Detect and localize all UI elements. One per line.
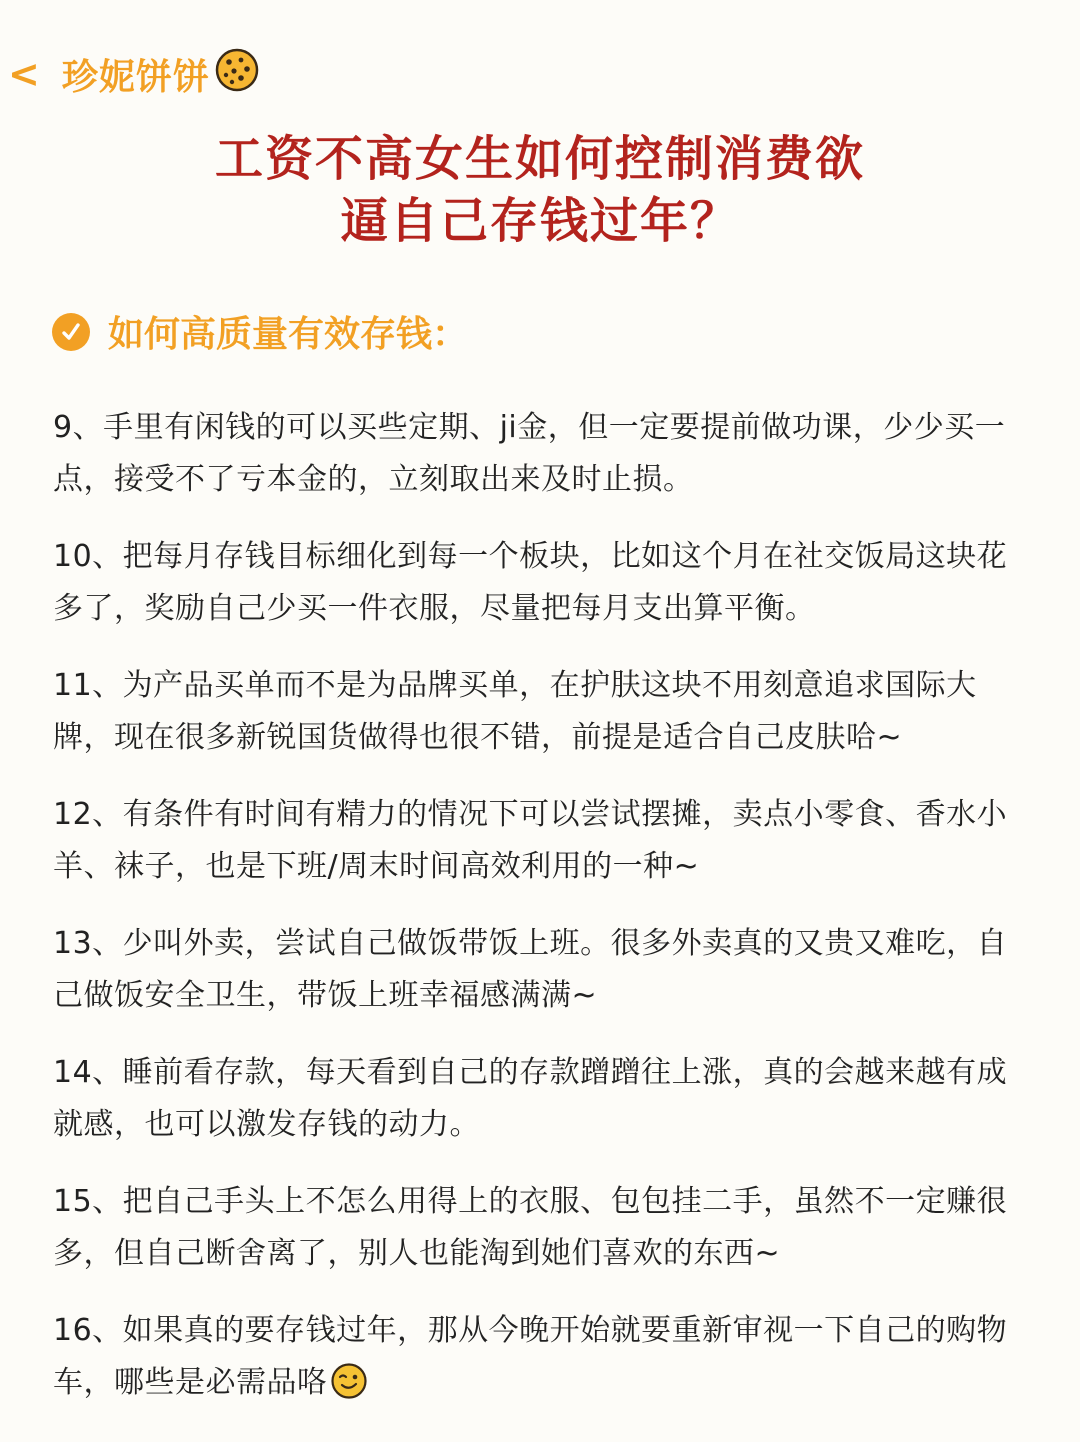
list-item-text: 16、如果真的要存钱过年，那从今晚开始就要重新审视一下自己的购物车，哪些是必需品咯 <box>53 1313 1008 1400</box>
back-button[interactable]: < <box>8 52 40 96</box>
list-item: 11、为产品买单而不是为品牌买单，在护肤这块不用刻意追求国际大牌，现在很多新锐国货做得也很不错，前提是适合自己皮肤哈~ <box>53 668 977 755</box>
list-item: 12、有条件有时间有精力的情况下可以尝试摆摊，卖点小零食、香水小羊、袜子，也是下班/周末时间高效利用的一种~ <box>53 797 1008 884</box>
check-circle-icon <box>52 313 90 351</box>
wink-emoji-icon <box>330 1362 368 1417</box>
list-item: 14、睡前看存款，每天看到自己的存款蹭蹭往上涨，真的会越来越有成就感，也可以激发存钱的动力。 <box>53 1055 1008 1142</box>
list-item-last <box>53 1305 1033 1417</box>
list-item: 13、少叫外卖，尝试自己做饭带饭上班。很多外卖真的又贵又难吃，自己做饭安全卫生，带饭上班幸福感满满~ <box>53 926 1008 1013</box>
tips-list <box>53 402 1033 1442</box>
list-item: 10、把每月存钱目标细化到每一个板块，比如这个月在社交饭局这块花多了，奖励自己少买一件衣服，尽量把每月支出算平衡。 <box>53 539 1008 626</box>
header <box>8 48 260 100</box>
list-item: 9、手里有闲钱的可以买些定期、ji金，但一定要提前做功课，少少买一点，接受不了亏本金的，立刻取出来及时止损。 <box>53 410 1006 497</box>
title-line-2: 逼自己存钱过年？ <box>339 193 740 249</box>
cookie-icon <box>214 47 260 102</box>
page-title <box>0 128 1080 252</box>
title-line-1: 工资不高女生如何控制消费欲 <box>214 131 865 187</box>
list-item: 15、把自己手头上不怎么用得上的衣服、包包挂二手，虽然不一定赚很多，但自己断舍离了，别人也能淘到她们喜欢的东西~ <box>53 1184 1008 1271</box>
section-heading <box>52 306 468 357</box>
author-name[interactable]: 珍妮饼饼 <box>61 56 210 98</box>
section-heading-text: 如何高质量有效存钱： <box>108 314 469 355</box>
